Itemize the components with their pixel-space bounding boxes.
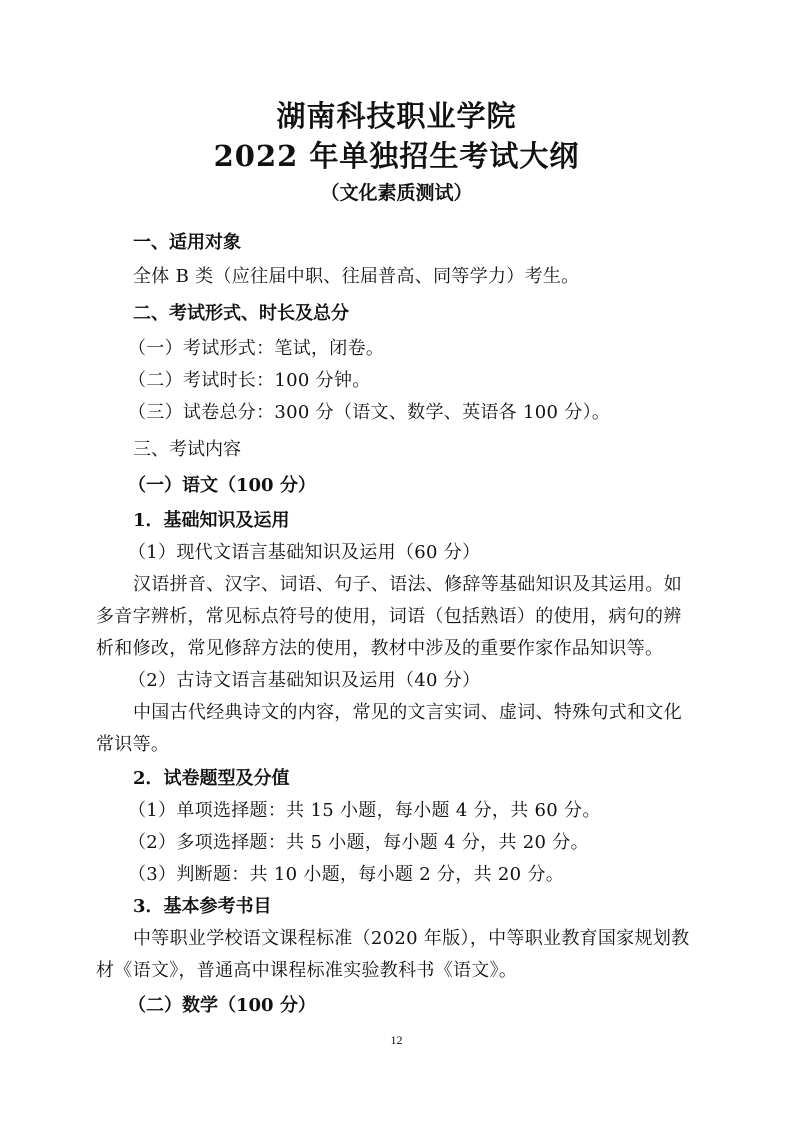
section-heading-3: 三、考试内容 — [133, 439, 241, 460]
item-heading: 2．试卷题型及分值 — [133, 768, 290, 789]
paragraph-line: 析和修改，常见修辞方法的使用，教材中涉及的重要作家作品知识等。 — [96, 638, 664, 659]
list-item: （2）多项选择题：共 5 小题，每小题 4 分，共 20 分。 — [128, 832, 589, 853]
page-number: 12 — [390, 1033, 403, 1047]
paragraph-line: 中等职业学校语文课程标准（2020 年版），中等职业教育国家规划教 — [133, 928, 690, 949]
page-subtitle-note: （文化素质测试） — [320, 182, 473, 204]
list-item: （一）考试形式：笔试，闭卷。 — [128, 338, 385, 359]
paragraph-line: 中国古代经典诗文的内容，常见的文言实词、虚词、特殊句式和文化 — [133, 702, 682, 723]
list-item: （二）考试时长：100 分钟。 — [128, 370, 371, 391]
paragraph-line: 材《语文》，普通高中课程标准实验教科书《语文》。 — [96, 960, 518, 981]
page-subtitle: 2022 年单独招生考试大纲 — [213, 139, 580, 173]
page-title: 湖南科技职业学院 — [276, 99, 517, 133]
section-heading-2: 二、考试形式、时长及总分 — [133, 303, 349, 324]
paragraph-line: 汉语拼音、汉字、词语、句子、语法、修辞等基础知识及其运用。如 — [133, 574, 682, 595]
list-item: （2）古诗文语言基础知识及运用（40 分） — [128, 670, 481, 691]
subsection-heading-chinese: （一）语文（100 分） — [128, 475, 316, 496]
paragraph-line: 常识等。 — [96, 734, 170, 755]
list-item: （1）单项选择题：共 15 小题，每小题 4 分，共 60 分。 — [128, 800, 601, 821]
section-heading-1: 一、适用对象 — [133, 232, 241, 253]
paragraph: 全体 B 类（应往届中职、往届普高、同等学力）考生。 — [133, 266, 580, 287]
list-item: （1）现代文语言基础知识及运用（60 分） — [128, 542, 481, 563]
paragraph-line: 多音字辨析，常见标点符号的使用，词语（包括熟语）的使用，病句的辨 — [96, 606, 682, 627]
item-heading: 1．基础知识及运用 — [133, 510, 290, 531]
item-heading: 3．基本参考书目 — [133, 896, 272, 917]
subsection-heading-math: （二）数学（100 分） — [128, 995, 316, 1016]
list-item: （三）试卷总分：300 分（语文、数学、英语各 100 分）。 — [128, 402, 611, 423]
list-item: （3）判断题：共 10 小题，每小题 2 分，共 20 分。 — [128, 864, 565, 885]
